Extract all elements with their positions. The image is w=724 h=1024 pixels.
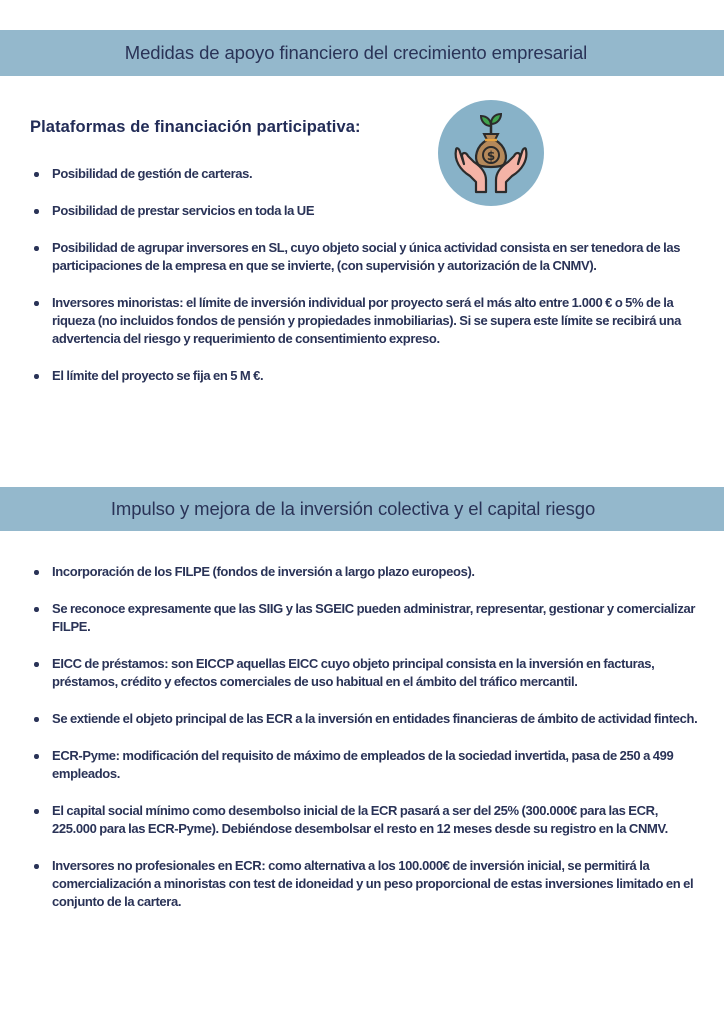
section-title: Impulso y mejora de la inversión colectiva y el capital riesgo	[110, 498, 596, 519]
section-title: Medidas de apoyo financiero del crecimiento empresarial	[124, 42, 588, 63]
list-item: El capital social mínimo como desembolso inicial de la ECR pasará a ser del 25% (300.000€ para las ECR, 225.000 para las ECR-Pyme). Debiéndose desembolsar el resto en 12 meses desde su registro en la CNMV.	[30, 802, 702, 838]
crowdfunding-list	[30, 165, 702, 404]
list-item: EICC de préstamos: son EICCP aquellas EICC cuyo objeto principal consista en la inversión en facturas, préstamos, crédito y efectos comerciales de uso habitual en el ámbito del tráfico mercantil.	[30, 655, 702, 691]
svg-text:$: $	[486, 149, 496, 163]
list-item: El límite del proyecto se fija en 5 M €.	[30, 367, 702, 385]
collective-investment-list	[30, 563, 702, 930]
list-item: Posibilidad de gestión de carteras.	[30, 165, 702, 183]
list-item: ECR-Pyme: modificación del requisito de máximo de empleados de la sociedad invertida, pasa de 250 a 499 empleados.	[30, 747, 702, 783]
list-item: Incorporación de los FILPE (fondos de inversión a largo plazo europeos).	[30, 563, 702, 581]
list-item: Inversores no profesionales en ECR: como alternativa a los 100.000€ de inversión inicial, se permitirá la comercialización a minoristas con test de idoneidad y un peso proporcional de estas inversiones limitado en el conjunto de la cartera.	[30, 857, 702, 911]
subsection-title: Plataformas de financiación participativa:	[30, 118, 361, 136]
list-item: Posibilidad de agrupar inversores en SL, cuyo objeto social y única actividad consista en ser tenedora de las participaciones de la empresa en que se invierte, (con supervisión y autorización de la CNMV).	[30, 239, 702, 275]
section-banner-collective-investment	[0, 487, 724, 531]
list-item: Se reconoce expresamente que las SIIG y las SGEIC pueden administrar, representar, gestionar y comercializar FILPE.	[30, 600, 702, 636]
list-item: Inversores minoristas: el límite de inversión individual por proyecto será el más alto entre 1.000 € o 5% de la riqueza (no incluidos fondos de pensión y propiedades inmobiliarias). Si se supera este límite se recibirá una advertencia del riesgo y requerimiento de consentimiento expreso.	[30, 294, 702, 348]
list-item: Posibilidad de prestar servicios en toda la UE	[30, 202, 702, 220]
section-banner-financial-support	[0, 30, 724, 76]
list-item: Se extiende el objeto principal de las ECR a la inversión en entidades financieras de ámbito de actividad fintech.	[30, 710, 702, 728]
